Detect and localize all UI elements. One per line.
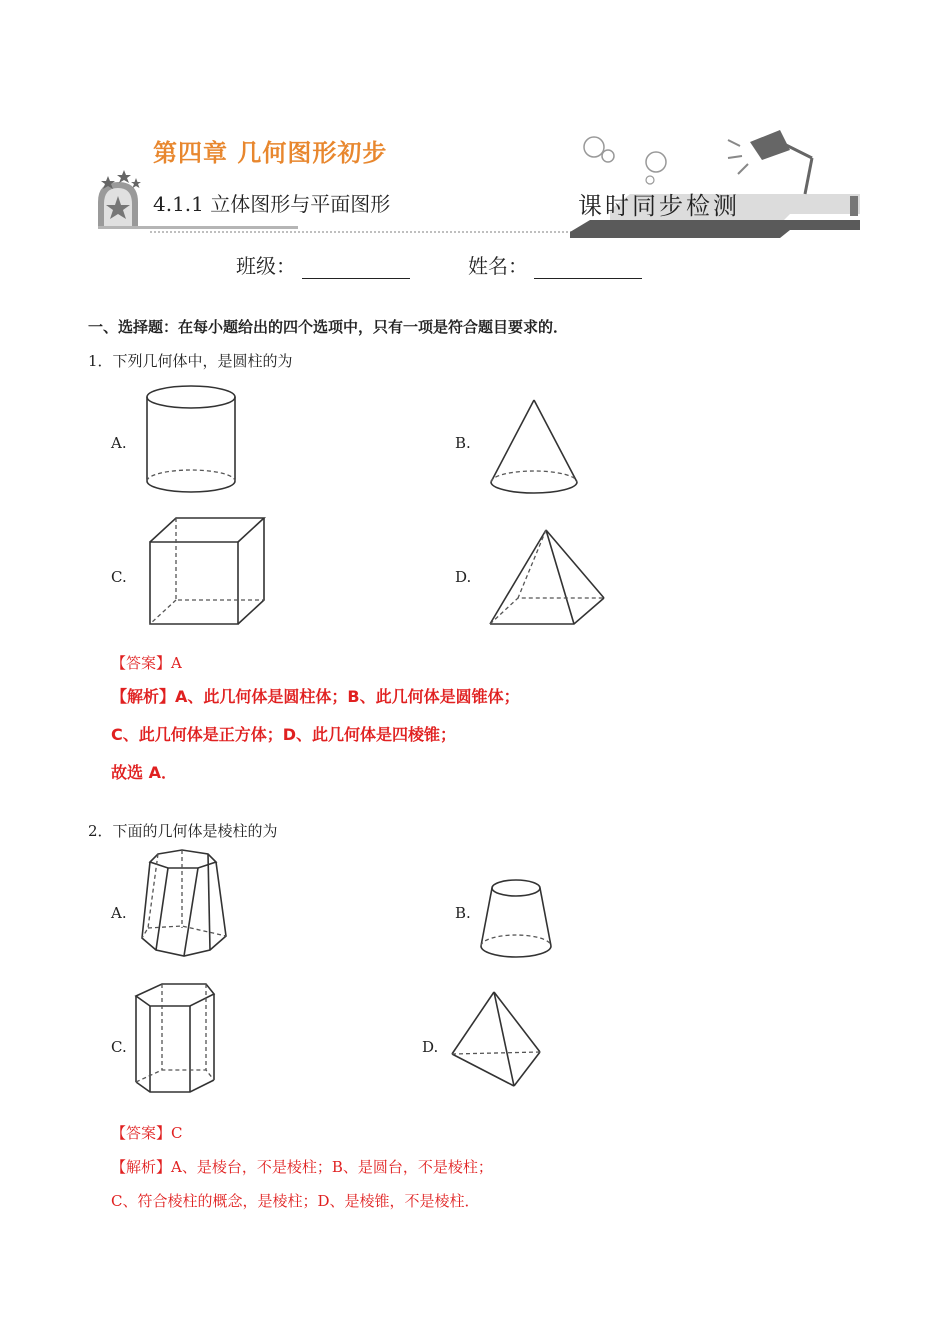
- q2-option-c-label: C.: [111, 1038, 127, 1056]
- q1-option-c-label: C.: [111, 568, 127, 586]
- class-field: [236, 250, 410, 279]
- q2-analysis-line2: C、符合棱柱的概念，是棱柱；D、是棱锥，不是棱柱．: [111, 1192, 480, 1210]
- part1-heading: 一、选择题：在每小题给出的四个选项中，只有一项是符合题目要求的．: [88, 318, 569, 336]
- class-label: 班级：: [236, 254, 296, 278]
- desk-lamp-icon: [728, 130, 812, 194]
- star-badge-icon: [98, 170, 141, 228]
- q1-analysis-line2: C、此几何体是正方体；D、此几何体是四棱锥；: [111, 725, 457, 744]
- bubbles-icon: [584, 137, 666, 184]
- sync-badge: 课时同步检测: [578, 192, 740, 220]
- q1-option-b-label: B.: [455, 434, 471, 452]
- name-blank[interactable]: [534, 258, 642, 279]
- q1-option-d-label: D.: [455, 568, 472, 586]
- name-label: 姓名：: [468, 254, 528, 278]
- class-blank[interactable]: [302, 258, 410, 279]
- section-title: 4.1.1 立体图形与平面图形: [153, 192, 391, 216]
- q2-option-b-label: B.: [455, 904, 471, 922]
- cylinder-figure: [145, 385, 237, 497]
- truncated-cone-figure: [478, 878, 554, 962]
- cube-figure: [148, 516, 266, 628]
- hexagonal-prism-figure: [134, 982, 218, 1096]
- q1-option-a-label: A.: [111, 434, 127, 452]
- name-field: [468, 250, 642, 279]
- q2-analysis-line1: 【解析】A、是棱台，不是棱柱；B、是圆台，不是棱柱；: [111, 1158, 493, 1176]
- tetrahedron-figure: [450, 990, 542, 1090]
- pyramid-figure: [488, 528, 608, 628]
- q1-analysis-line3: 故选 A．: [111, 763, 177, 782]
- chapter-title: 第四章 几何图形初步: [153, 139, 388, 167]
- q1-stem: 1．下列几何体中，是圆柱的为: [88, 352, 293, 370]
- q2-option-a-label: A.: [111, 904, 127, 922]
- q1-answer: 【答案】A: [111, 654, 182, 672]
- q2-option-d-label: D.: [422, 1038, 439, 1056]
- frustum-prism-figure: [138, 848, 230, 960]
- cone-figure: [488, 398, 580, 496]
- q2-answer: 【答案】C: [111, 1124, 183, 1142]
- q2-stem: 2．下面的几何体是棱柱的为: [88, 822, 278, 840]
- q1-analysis-line1: 【解析】A、此几何体是圆柱体；B、此几何体是圆锥体；: [111, 687, 520, 706]
